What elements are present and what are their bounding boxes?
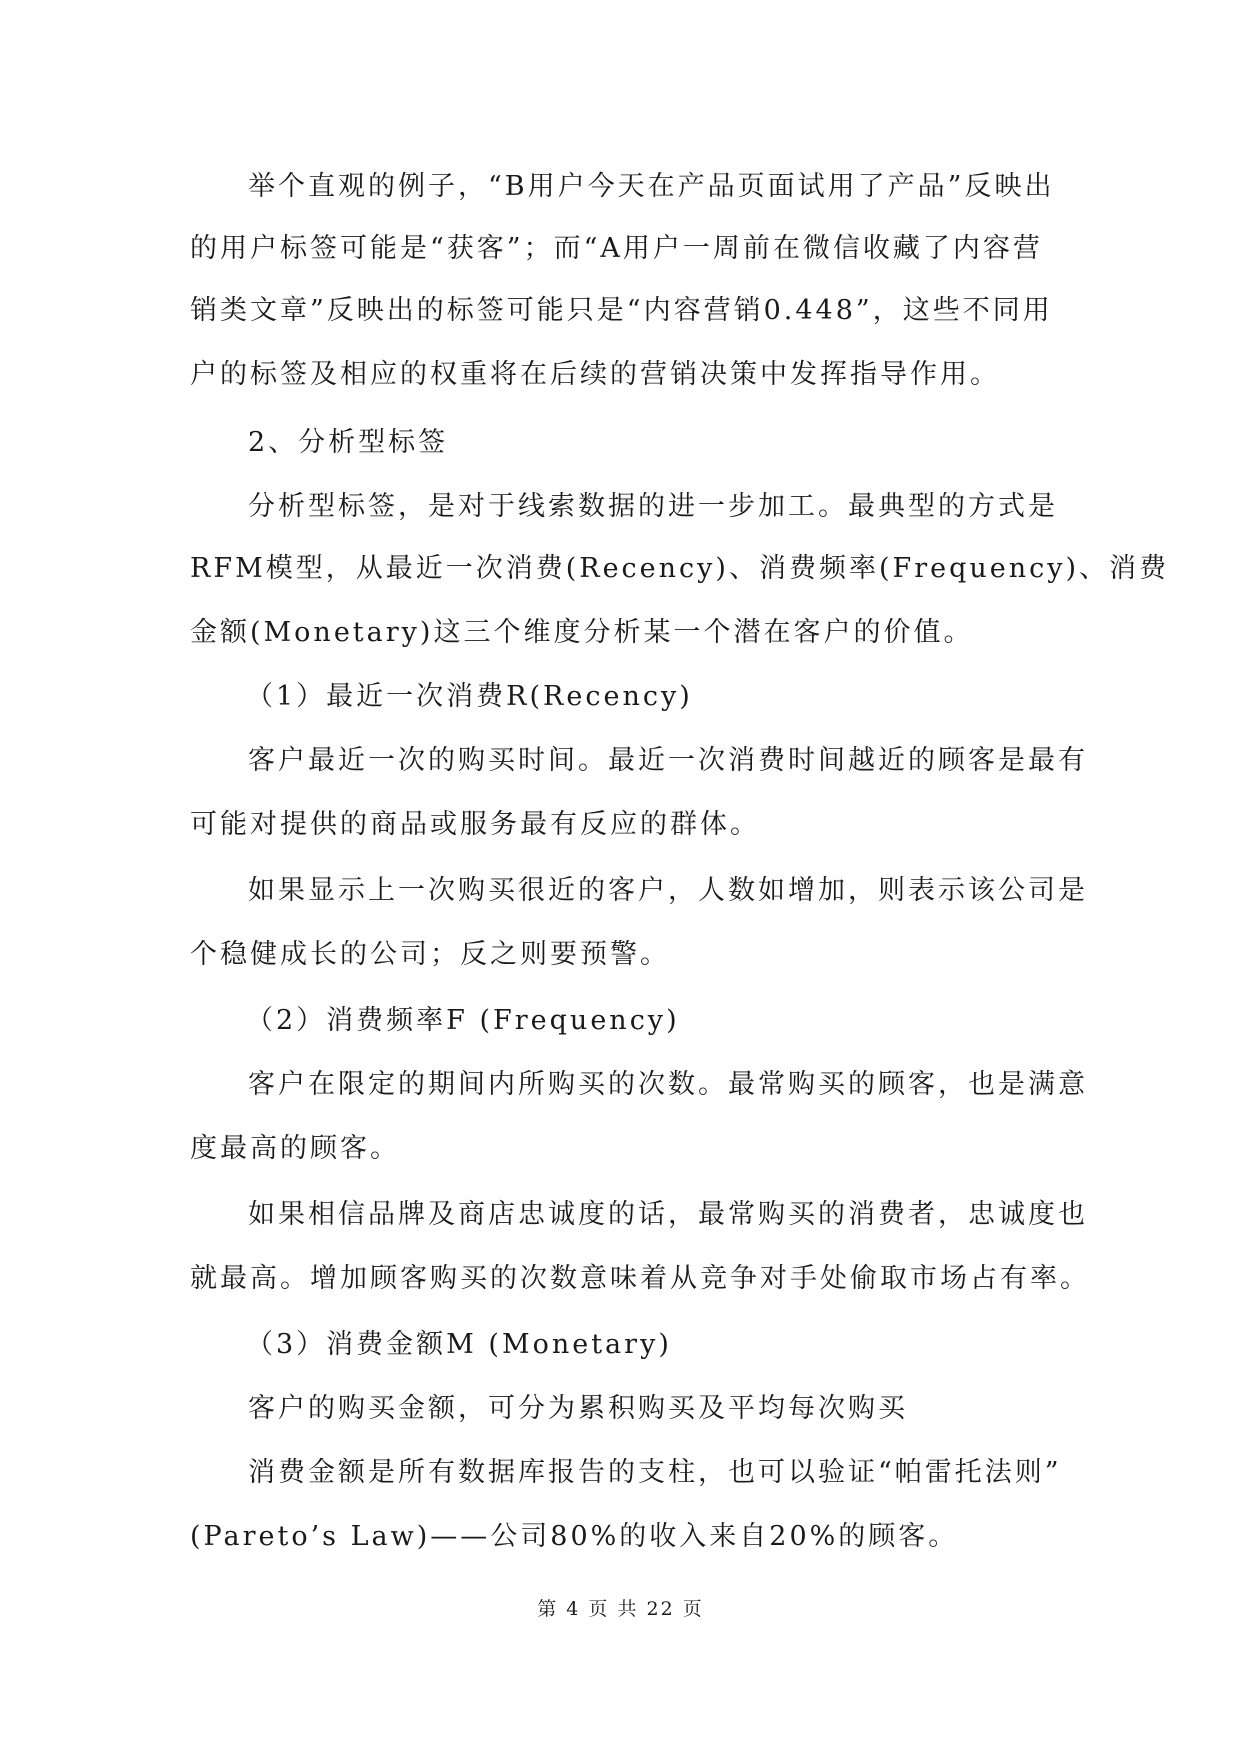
paragraph-line: 销类文章”反映出的标签可能只是“内容营销0.448”，这些不同用 xyxy=(190,295,1053,326)
paragraph-line: 客户在限定的期间内所购买的次数。最常购买的顾客，也是满意 xyxy=(248,1069,1088,1100)
paragraph-line: 个稳健成长的公司；反之则要预警。 xyxy=(190,939,670,970)
subsection-heading: （3）消费金额M (Monetary) xyxy=(246,1329,672,1360)
paragraph-line: 举个直观的例子，“B用户今天在产品页面试用了产品”反映出 xyxy=(248,171,1055,202)
subsection-heading: （2）消费频率F (Frequency) xyxy=(246,1005,680,1036)
paragraph-line: 可能对提供的商品或服务最有反应的群体。 xyxy=(190,809,760,840)
paragraph-line: RFM模型，从最近一次消费(Recency)、消费频率(Frequency)、消费 xyxy=(190,553,1170,584)
subsection-heading: （1）最近一次消费R(Recency) xyxy=(246,681,693,712)
page-number-footer: 第 4 页 共 22 页 xyxy=(537,1598,704,1620)
paragraph-line: 如果显示上一次购买很近的客户，人数如增加，则表示该公司是 xyxy=(248,875,1088,906)
paragraph-line: 度最高的顾客。 xyxy=(190,1133,400,1164)
paragraph-line: 如果相信品牌及商店忠诚度的话，最常购买的消费者，忠诚度也 xyxy=(248,1199,1088,1230)
paragraph-line: 分析型标签，是对于线索数据的进一步加工。最典型的方式是 xyxy=(248,491,1058,522)
paragraph-line: 消费金额是所有数据库报告的支柱，也可以验证“帕雷托法则” xyxy=(248,1457,1062,1488)
paragraph-line: 金额(Monetary)这三个维度分析某一个潜在客户的价值。 xyxy=(190,617,974,648)
paragraph-line: 户的标签及相应的权重将在后续的营销决策中发挥指导作用。 xyxy=(190,359,1000,390)
paragraph-line: 客户的购买金额，可分为累积购买及平均每次购买 xyxy=(248,1393,908,1424)
paragraph-line: (Pareto’s Law)——公司80%的收入来自20%的顾客。 xyxy=(190,1521,959,1552)
paragraph-line: 就最高。增加顾客购买的次数意味着从竞争对手处偷取市场占有率。 xyxy=(190,1263,1090,1294)
paragraph-line: 客户最近一次的购买时间。最近一次消费时间越近的顾客是最有 xyxy=(248,745,1088,776)
paragraph-line: 的用户标签可能是“获客”；而“A用户一周前在微信收藏了内容营 xyxy=(190,233,1043,264)
section-heading: 2、分析型标签 xyxy=(248,427,449,458)
